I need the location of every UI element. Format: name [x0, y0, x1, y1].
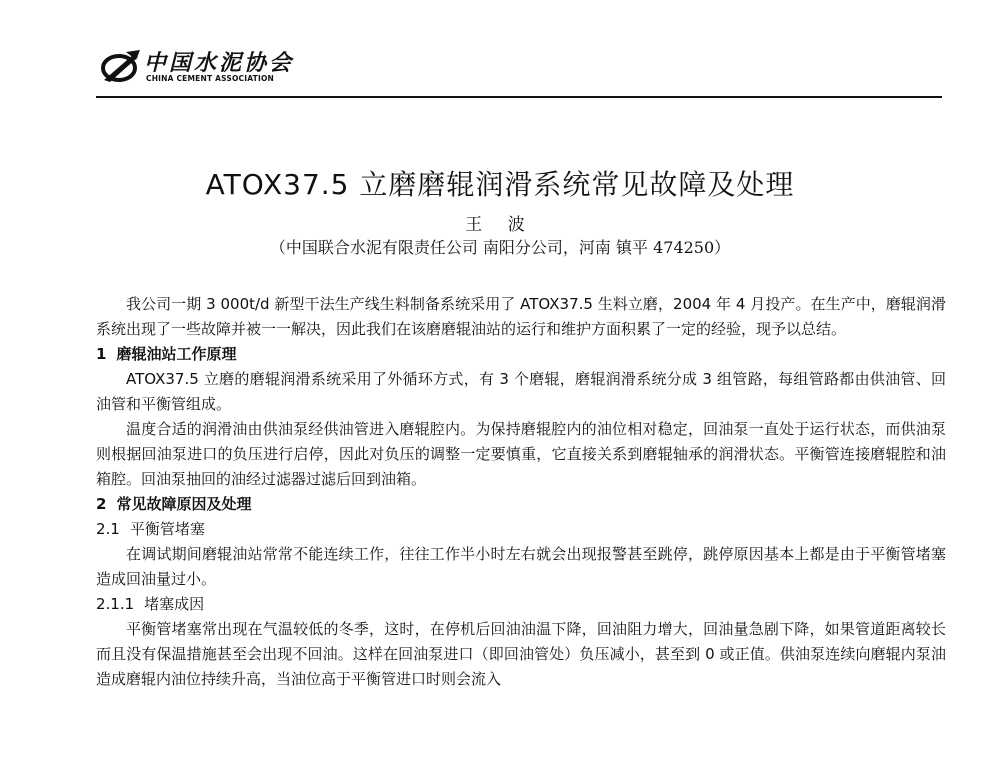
section-2-1-number: 2.1 — [96, 520, 120, 538]
china-cement-association-logo-icon — [100, 48, 142, 84]
intro-paragraph: 我公司一期 3 000t/d 新型干法生产线生料制备系统采用了 ATOX37.5 生料立磨，2004 年 4 月投产。在生产中，磨辊润滑系统出现了一些故障并被一一解决，因此我们在该磨磨辊油站的运行和维护方面积累了一定的经验，现予以总结。 — [96, 295, 946, 338]
section-2-1-1-paragraph-1: 平衡管堵塞常出现在气温较低的冬季，这时，在停机后回油油温下降，回油阻力增大，回油量急剧下降，如果管道距离较长而且没有保温措施甚至会出现不回油。这样在回油泵进口（即回油管处）负压减小，甚至到 0 或正值。供油泵连续向磨辊内泵油造成磨辊内油位持续升高，当油位高于平衡管进口时则会流入 — [96, 620, 946, 688]
section-2-1-1-number: 2.1.1 — [96, 595, 135, 613]
section-2-1-paragraph-1: 在调试期间磨辊油站常常不能连续工作，往往工作半小时左右就会出现报警甚至跳停，跳停原因基本上都是由于平衡管堵塞造成回油量过小。 — [96, 545, 946, 588]
org-name-cn: 中国水泥协会 — [144, 50, 295, 76]
section-2-heading — [96, 492, 946, 517]
header-divider — [96, 96, 942, 98]
section-2-1-heading — [96, 517, 946, 542]
org-name-en: CHINA CEMENT ASSOCIATION — [146, 74, 275, 83]
section-2-title: 常见故障原因及处理 — [116, 495, 252, 513]
section-2-number: 2 — [96, 495, 107, 513]
section-2-1-1-heading — [96, 592, 946, 617]
section-1-heading — [96, 342, 946, 367]
article-body — [96, 292, 946, 692]
article-title: ATOX37.5 立磨磨辊润滑系统常见故障及处理 — [205, 168, 795, 201]
section-2-1-1-title: 堵塞成因 — [144, 595, 205, 613]
article-affiliation: （中国联合水泥有限责任公司 南阳分公司，河南 镇平 474250） — [269, 238, 731, 257]
section-1-number: 1 — [96, 345, 107, 363]
article-author: 王 波 — [465, 215, 535, 235]
page-header — [96, 38, 942, 96]
section-1-title: 磨辊油站工作原理 — [116, 345, 237, 363]
section-1-paragraph-1: ATOX37.5 立磨的磨辊润滑系统采用了外循环方式，有 3 个磨辊，磨辊润滑系统分成 3 组管路，每组管路都由供油管、回油管和平衡管组成。 — [96, 370, 946, 413]
section-2-1-title: 平衡管堵塞 — [129, 520, 205, 538]
section-1-paragraph-2: 温度合适的润滑油由供油泵经供油管进入磨辊腔内。为保持磨辊腔内的油位相对稳定，回油泵一直处于运行状态，而供油泵则根据回油泵进口的负压进行启停，因此对负压的调整一定要慎重，它直接关系到磨辊轴承的润滑状态。平衡管连接磨辊腔和油箱腔。回油泵抽回的油经过滤器过滤后回到油箱。 — [96, 420, 946, 488]
